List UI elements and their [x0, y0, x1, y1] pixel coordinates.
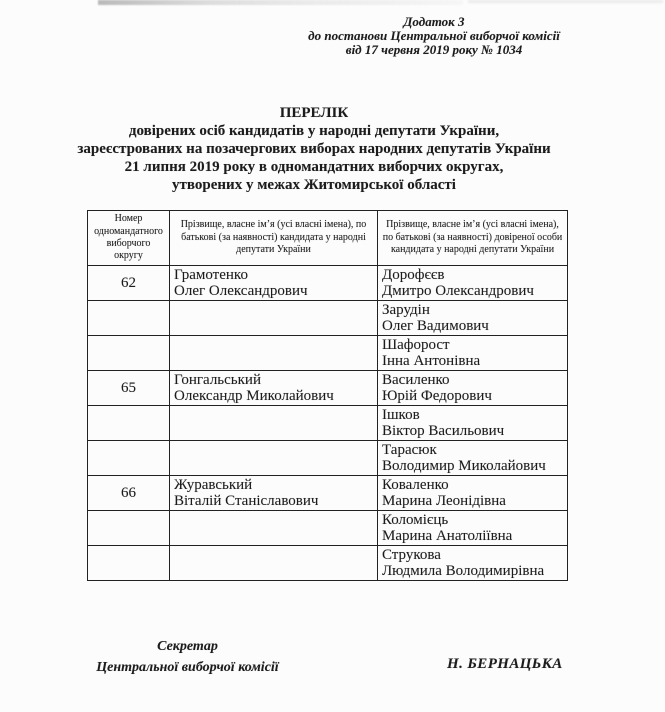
table-row: [88, 511, 568, 546]
trustee-name-line: Володимир Миколайович: [382, 458, 546, 475]
table-row: [88, 546, 568, 581]
secretary-title-line: Центральної виборчої комісії: [96, 659, 279, 675]
signature-name: Н. БЕРНАЦЬКА: [447, 656, 563, 672]
table-row: [88, 441, 568, 476]
candidate-cell: [170, 441, 378, 476]
trustee-cell: [378, 301, 568, 336]
trustee-cell: [378, 336, 568, 371]
district-number-cell: [88, 336, 170, 371]
table-header-row: [88, 211, 568, 266]
trustee-cell: [378, 371, 568, 406]
title-line: утворених у межах Житомирської області: [172, 177, 456, 193]
trustee-name-line: Марина Анатоліївна: [382, 528, 513, 545]
trustee-name-line: Шафорост: [382, 337, 450, 353]
trustee-name-line: Віктор Васильович: [382, 423, 505, 440]
table-row: [88, 371, 568, 406]
trustee-cell: [378, 476, 568, 511]
table-body: [88, 266, 568, 581]
title-line: 21 липня 2019 року в одномандатних виборчих округах,: [124, 159, 504, 175]
trustee-name-line: Інна Антонівна: [382, 353, 481, 370]
district-number-cell: 62: [88, 266, 170, 301]
table-row: [88, 336, 568, 371]
scan-noise-artifact: [468, 0, 663, 3]
secretary-block: [85, 637, 290, 678]
candidate-cell: [170, 336, 378, 371]
district-number-cell: [88, 441, 170, 476]
header-district-number: Номер одномандатного виборчого округу: [88, 211, 170, 266]
header-candidate-name: Прізвище, власне ім’я (усі власні імена), по батькові (за наявності) кандидата у народні депутати України: [170, 211, 378, 266]
document-title: [0, 104, 628, 194]
candidate-name-line: Журавський: [174, 477, 253, 493]
secretary-title-line: Секретар: [157, 639, 218, 654]
candidate-name-line: Віталій Станіславович: [174, 493, 319, 510]
district-number-cell: [88, 546, 170, 581]
candidate-cell: [170, 476, 378, 511]
annex-note-line: від 17 червня 2019 року № 1034: [345, 41, 523, 57]
trustee-name-line: Олег Вадимович: [382, 318, 489, 335]
district-number-cell: [88, 511, 170, 546]
header-trustee-name: Прізвище, власне ім’я (усі власні імена), по батькові (за наявності) довіреної особи кандидата у народні депутати України: [378, 211, 568, 266]
title-line: зареєстрованих на позачергових виборах народних депутатів України: [77, 141, 551, 157]
trustee-name-line: Струкова: [382, 547, 441, 563]
candidate-name-line: Грамотенко: [174, 267, 248, 283]
district-number-cell: [88, 301, 170, 336]
candidate-cell: [170, 371, 378, 406]
trustee-name-line: Коломієць: [382, 512, 449, 528]
district-number-cell: [88, 406, 170, 441]
candidate-name-line: Гонгальський: [174, 372, 261, 388]
candidate-cell: [170, 301, 378, 336]
candidate-cell: [170, 511, 378, 546]
trustee-name-line: Людмила Володимирівна: [382, 563, 545, 580]
title-line: ПЕРЕЛІК: [279, 105, 349, 121]
table-row: [88, 301, 568, 336]
trustee-name-line: Василенко: [382, 372, 450, 388]
trustee-name-line: Дмитро Олександрович: [382, 283, 534, 300]
trustee-cell: [378, 441, 568, 476]
trustee-name-line: Ішков: [382, 407, 420, 423]
trustee-cell: [378, 546, 568, 581]
candidate-cell: [170, 546, 378, 581]
annex-note-line: Додаток 3: [403, 14, 465, 29]
candidate-cell: [170, 406, 378, 441]
candidate-name-line: Олег Олександрович: [174, 283, 308, 300]
trustee-cell: [378, 511, 568, 546]
district-number-cell: 65: [88, 371, 170, 406]
district-number-cell: 66: [88, 476, 170, 511]
trustee-name-line: Марина Леонідівна: [382, 493, 506, 510]
trustee-name-line: Юрій Федорович: [382, 388, 492, 405]
trustees-table: [87, 210, 568, 581]
table-row: [88, 476, 568, 511]
annex-note-line: до постанови Центральної виборчої комісії: [308, 27, 560, 43]
scan-noise-artifact: [98, 0, 463, 5]
trustee-cell: [378, 266, 568, 301]
annex-note: [308, 15, 560, 56]
candidate-name-line: Олександр Миколайович: [174, 388, 334, 405]
trustee-cell: [378, 406, 568, 441]
candidate-cell: [170, 266, 378, 301]
table-row: [88, 266, 568, 301]
trustee-name-line: Тарасюк: [382, 442, 437, 458]
title-line: довірених осіб кандидатів у народні депутати України,: [128, 123, 500, 139]
trustee-name-line: Зарудін: [382, 302, 430, 318]
trustee-name-line: Дорофєєв: [382, 267, 445, 283]
trustee-name-line: Коваленко: [382, 477, 449, 493]
table-row: [88, 406, 568, 441]
